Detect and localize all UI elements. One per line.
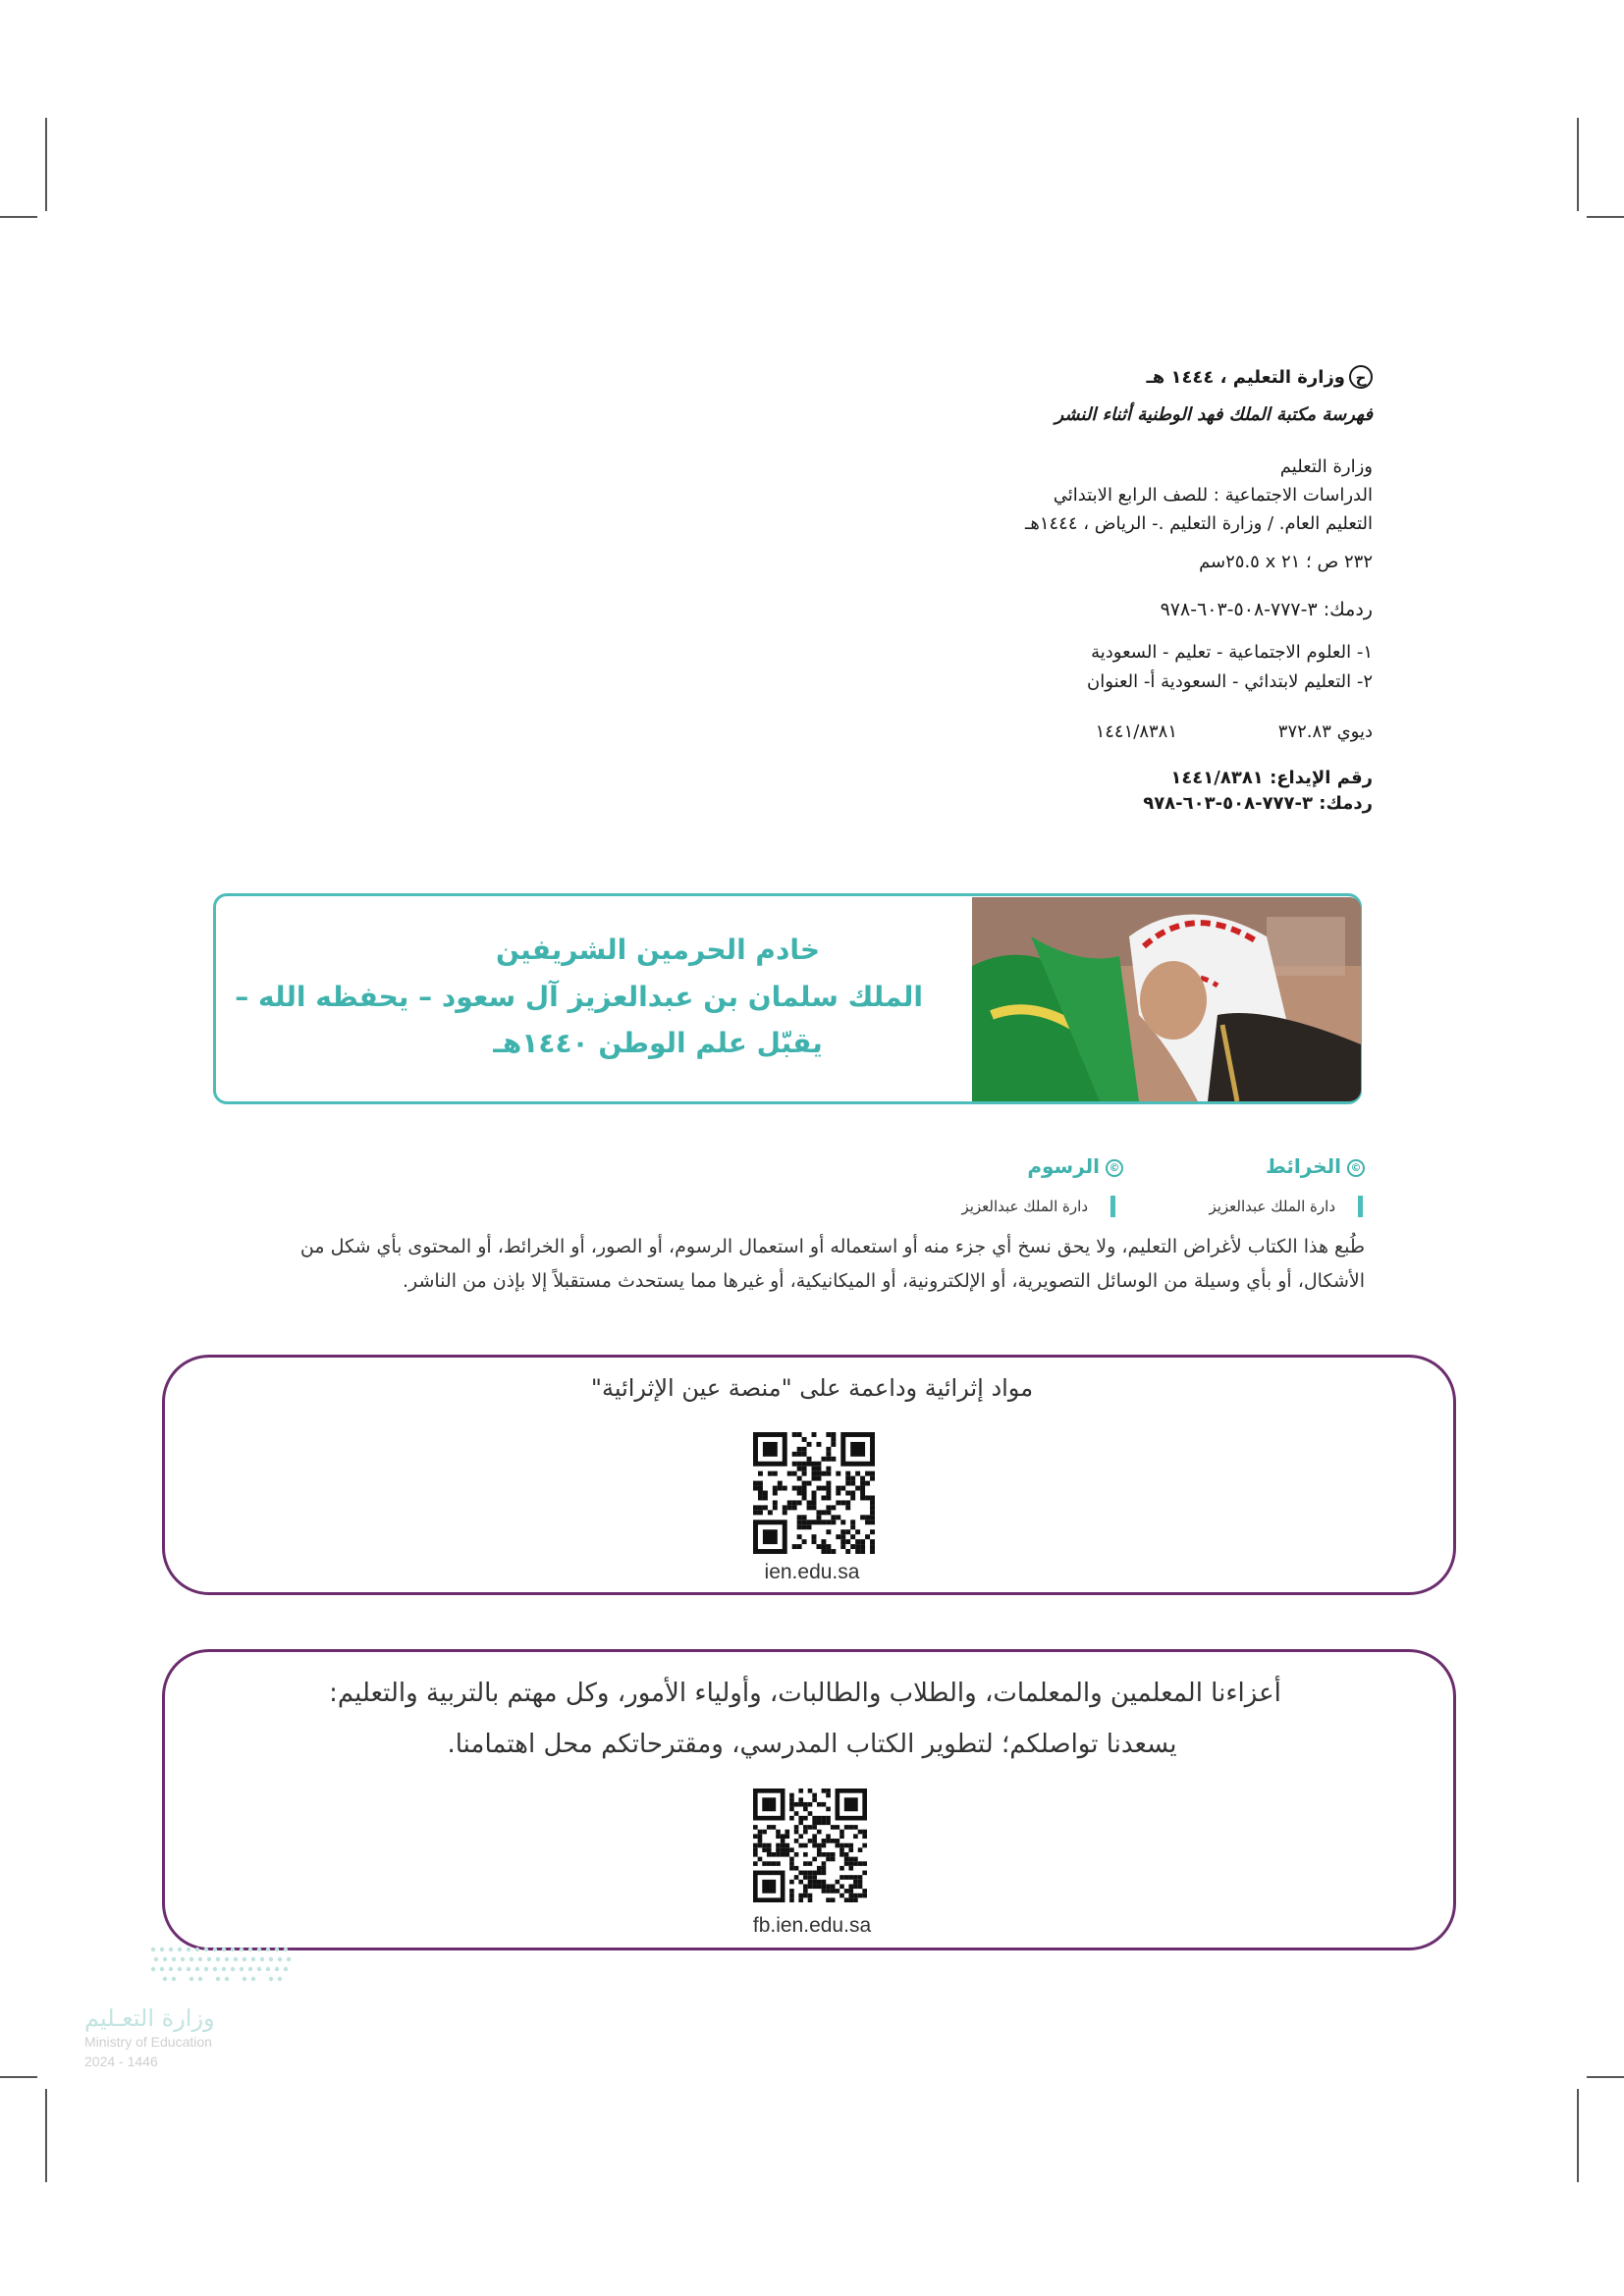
title-line: الدراسات الاجتماعية : للصف الرابع الابتدائي bbox=[1053, 485, 1373, 506]
king-photo bbox=[972, 897, 1361, 1101]
edition-line: التعليم العام. / وزارة التعليم .- الرياض ، ١٤٤٤هـ bbox=[1025, 513, 1373, 534]
pages-line: ٢٣٢ ص ؛ ٢١ x ٢٥.٥سم bbox=[1199, 552, 1373, 572]
dewey-number: ١٤٤١/٨٣٨١ bbox=[1095, 721, 1177, 742]
subject-2: ٢- التعليم لابتدائي - السعودية أ- العنوان bbox=[1087, 671, 1373, 692]
banner-line-1: خادم الحرمين الشريفين bbox=[495, 934, 821, 966]
ministry-name-arabic: وزارة التعـليم bbox=[84, 2004, 215, 2032]
copyright-line bbox=[1147, 365, 1373, 389]
crop-mark-bottom-right-v bbox=[1577, 2089, 1579, 2182]
maps-credit-title bbox=[1266, 1154, 1365, 1178]
crop-mark-bottom-right-h bbox=[1587, 2076, 1624, 2078]
qr-code-icon[interactable] bbox=[753, 1432, 875, 1554]
maps-credit-source: دارة الملك عبدالعزيز bbox=[1209, 1198, 1335, 1215]
crop-mark-top-left-h bbox=[0, 216, 37, 218]
crop-mark-bottom-left-v bbox=[45, 2089, 47, 2182]
copyright-text: وزارة التعليم ، ١٤٤٤ هـ bbox=[1146, 367, 1345, 388]
deposit-line: رقم الإيداع: ١٤٤١/٨٣٨١ bbox=[1170, 768, 1373, 788]
ministry-logo-icon bbox=[147, 1944, 295, 1993]
banner-line-2: الملك سلمان بن عبدالعزيز آل سعود – يحفظه الله – bbox=[235, 981, 923, 1013]
king-photo-illustration bbox=[972, 897, 1361, 1101]
ministry-logo-dots bbox=[147, 1944, 295, 1993]
copyright-icon: © bbox=[1347, 1159, 1365, 1177]
copyright-notice-line-2: الأشكال، أو بأي وسيلة من الوسائل التصويرية، أو الإلكترونية، أو الميكانيكية، أو غيرها مما يستحدث مستقبلاً إلا بإذن من الناشر. bbox=[402, 1270, 1365, 1292]
ien-label: مواد إثرائية وداعمة على "منصة عين الإثرائية" bbox=[590, 1374, 1034, 1402]
ien-url[interactable]: ien.edu.sa bbox=[764, 1561, 860, 1583]
feedback-line-1: أعزاءنا المعلمين والمعلمات، والطلاب والطالبات، وأولياء الأمور، وكل مهتم بالتربية والتعليم: bbox=[329, 1679, 1281, 1708]
banner-line-3: يقبّل علم الوطن ١٤٤٠هـ bbox=[493, 1027, 823, 1059]
maps-credit-bar bbox=[1358, 1196, 1363, 1217]
isbn-final: ردمك: ٣-٧٧٧-٥٠٨-٦٠٣-٩٧٨ bbox=[1143, 793, 1373, 814]
drawings-credit-source: دارة الملك عبدالعزيز bbox=[961, 1198, 1088, 1215]
isbn-line: ردمك: ٣-٧٧٧-٥٠٨-٦٠٣-٩٧٨ bbox=[1160, 599, 1373, 620]
maps-title-text: الخرائط bbox=[1265, 1154, 1341, 1178]
feedback-qr-code bbox=[753, 1789, 867, 1902]
dewey-label: ديوي ٣٧٢.٨٣ bbox=[1277, 721, 1373, 742]
cip-heading: فهرسة مكتبة الملك فهد الوطنية أثناء النشر bbox=[1055, 404, 1373, 425]
crop-mark-top-right-h bbox=[1587, 216, 1624, 218]
ien-qr-code bbox=[753, 1432, 875, 1554]
drawings-title-text: الرسوم bbox=[1027, 1154, 1100, 1178]
ministry-year: 2024 - 1446 bbox=[84, 2054, 158, 2069]
copyright-symbol-icon: ح bbox=[1349, 365, 1373, 389]
crop-mark-bottom-left-h bbox=[0, 2076, 37, 2078]
crop-mark-top-left-v bbox=[45, 118, 47, 211]
copyright-notice-line-1: طُبع هذا الكتاب لأغراض التعليم، ولا يحق نسخ أي جزء منه أو استعماله أو استعمال الرسوم، أو الصور، أو الخرائط، أو المحتوى بأي شكل من bbox=[299, 1236, 1365, 1257]
ministry-name-english: Ministry of Education bbox=[84, 2034, 212, 2050]
qr-code-icon[interactable] bbox=[753, 1789, 867, 1902]
feedback-url[interactable]: fb.ien.edu.sa bbox=[752, 1914, 872, 1937]
feedback-line-2: يسعدنا تواصلكم؛ لتطوير الكتاب المدرسي، ومقترحاتكم محل اهتمامنا. bbox=[447, 1730, 1177, 1759]
drawings-credit-bar bbox=[1110, 1196, 1115, 1217]
crop-mark-top-right-v bbox=[1577, 118, 1579, 211]
drawings-credit-title bbox=[1027, 1154, 1123, 1178]
copyright-icon: © bbox=[1106, 1159, 1123, 1177]
subject-1: ١- العلوم الاجتماعية - تعليم - السعودية bbox=[1091, 642, 1373, 663]
author-line: وزارة التعليم bbox=[1279, 456, 1373, 477]
